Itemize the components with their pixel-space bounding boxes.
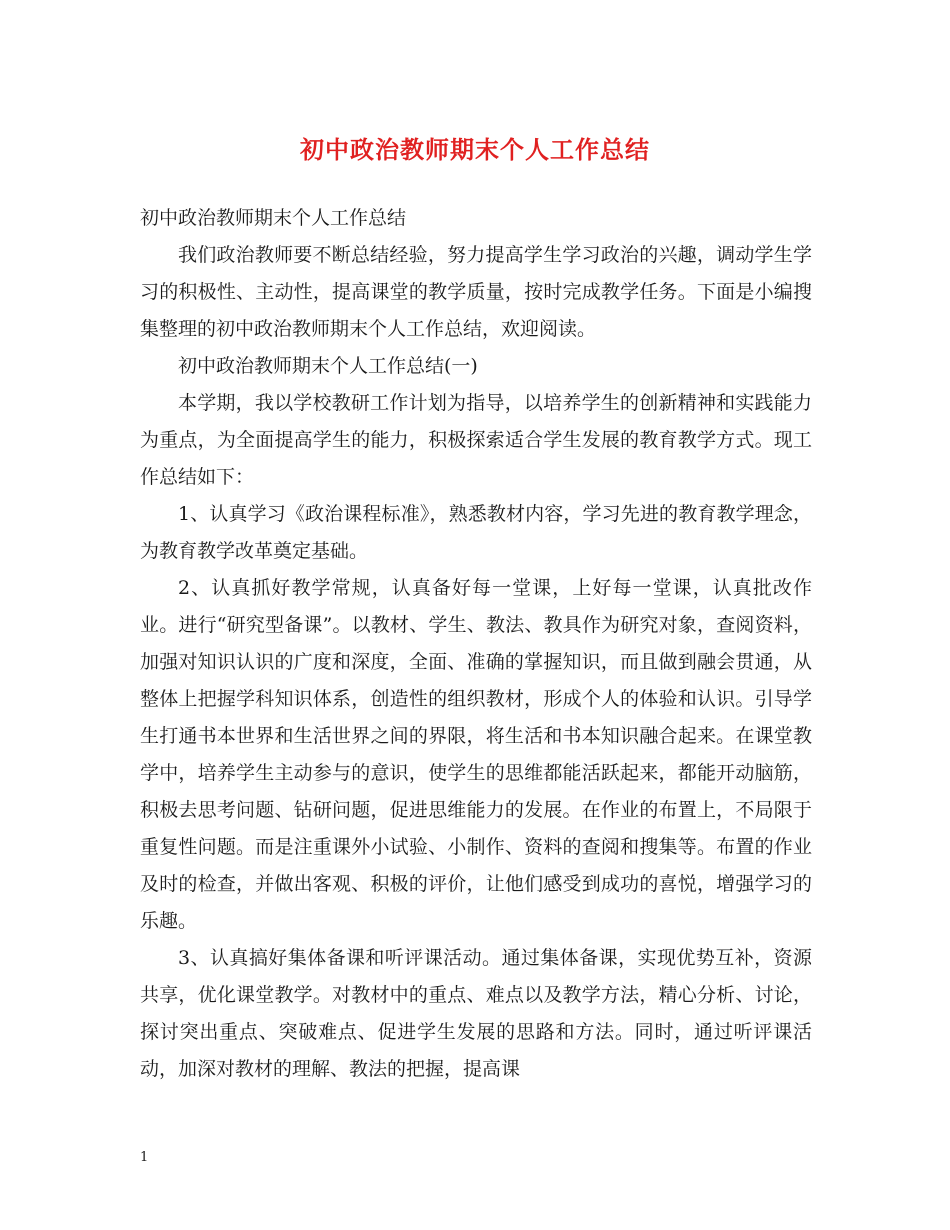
body-paragraph: 2、认真抓好教学常规，认真备好每一堂课，上好每一堂课，认真批改作业。进行“研究型备课”。以教材、学生、教法、教具作为研究对象，查阅资料，加强对知识认识的广度和深度，全面、准确的掌握知识，而且做到融会贯通，从整体上把握学科知识体系，创造性的组织教材，形成个人的体验和认识。引导学生打通书本世界和生活世界之间的界限，将生活和书本知识融合起来。在课堂教学中，培养学生主动参与的意识，使学生的思维都能活跃起来，都能开动脑筋，积极去思考问题、钻研问题，促进思维能力的发展。在作业的布置上，不局限于重复性问题。而是注重课外小试验、小制作、资料的查阅和搜集等。布置的作业及时的检查，并做出客观、积极的评价，让他们感受到成功的喜悦，增强学习的乐趣。 — [140, 577, 812, 932]
subtitle-paragraph: 初中政治教师期末个人工作总结 — [140, 207, 407, 229]
body-paragraph: 本学期，我以学校教研工作计划为指导，以培养学生的创新精神和实践能力为重点，为全面提高学生的能力，积极探索适合学生发展的教育教学方式。现工作总结如下： — [140, 392, 812, 488]
page-number: 1 — [140, 1150, 149, 1165]
body-paragraph: 3、认真搞好集体备课和听评课活动。通过集体备课，实现优势互补，资源共享，优化课堂教学。对教材中的重点、难点以及教学方法，精心分析、讨论，探讨突出重点、突破难点、促进学生发展的思路和方法。同时，通过听评课活动，加深对教材的理解、教法的把握，提高课 — [140, 947, 812, 1080]
intro-paragraph: 我们政治教师要不断总结经验，努力提高学生学习政治的兴趣，调动学生学习的积极性、主动性，提高课堂的教学质量，按时完成教学任务。下面是小编搜集整理的初中政治教师期末个人工作总结，欢迎阅读。 — [140, 244, 812, 340]
section-heading: 初中政治教师期末个人工作总结(一) — [178, 355, 478, 377]
document-title: 初中政治教师期末个人工作总结 — [300, 135, 650, 164]
document-body — [140, 200, 812, 1088]
body-paragraph: 1、认真学习《政治课程标准》，熟悉教材内容，学习先进的教育教学理念，为教育教学改革奠定基础。 — [140, 503, 812, 562]
